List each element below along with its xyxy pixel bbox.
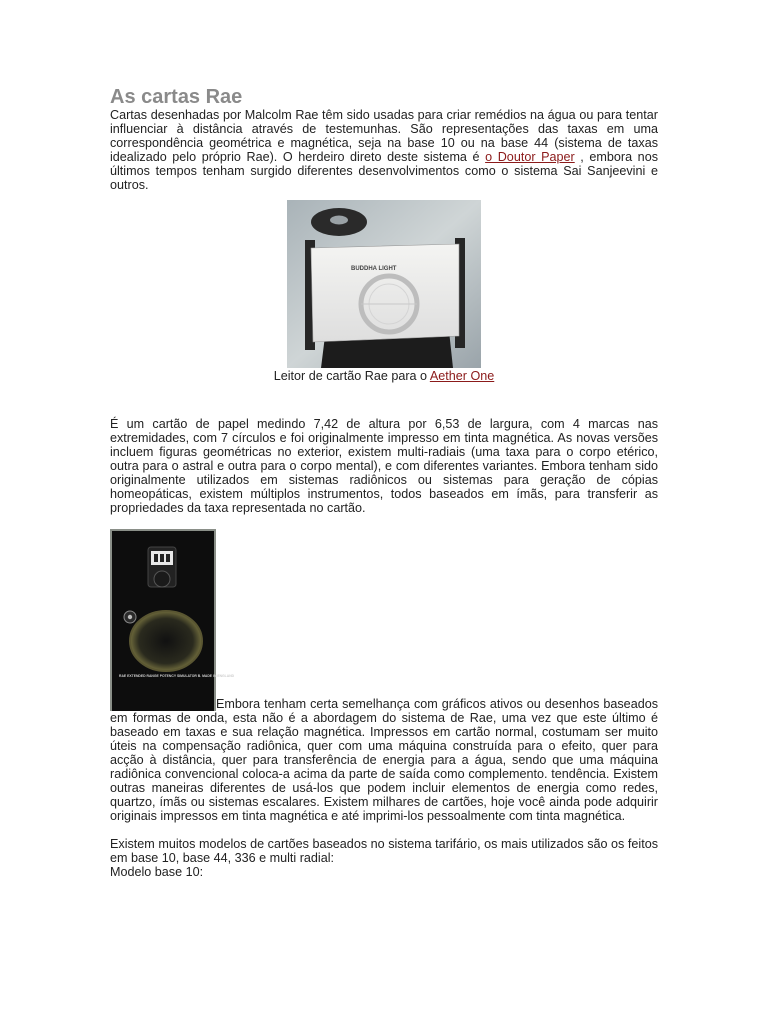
potency-simulator-section bbox=[110, 529, 658, 823]
card-reader-image bbox=[287, 200, 481, 368]
intro-text-end: , embora nos últimos tempos tenham surgido diferentes desenvolvimentos como o sistema Sai Sanjeevini e outros. bbox=[110, 150, 658, 192]
card-reader-photo bbox=[287, 200, 481, 368]
intro-paragraph bbox=[110, 108, 658, 192]
spacer bbox=[110, 823, 658, 837]
card-models-paragraph: Existem muitos modelos de cartões baseados no sistema tarifário, os mais utilizados são os feitos em base 10, base 44, 336 e multi radial: bbox=[110, 837, 658, 865]
potency-simulator-image bbox=[110, 529, 235, 711]
article bbox=[110, 86, 658, 879]
base-10-heading: Modelo base 10: bbox=[110, 865, 204, 879]
magnetic-usage-paragraph: Embora tenham certa semelhança com gráficos ativos ou desenhos baseados em formas de onda, esta não é a abordagem do sistema de Rae, uma vez que este último é baseado em taxas e sua relação magnética. Impressos em cartão normal, costumam ser muito úteis na compensação radiônica, quer com uma máquina construída para o efeito, quer para acção à distância, quer para transferência de energia para a água, sendo que uma máquina radiônica convencional coloca-a acima da parte de saída como complemento. tendência. Existem outras maneiras diferentes de usá-los que podem incluir elementos de energia como redes, quartzo, ímãs ou sistemas escalares. Existem milhares de cartões, hoje você ainda pode adquirir originais impressos em tinta magnética e até imprimi-los pessoalmente com tinta magnética. bbox=[110, 697, 658, 823]
simulator-label: RAE EXTENDED RANGE POTENCY SIMULATOR B. MADE IN ENGLAND bbox=[119, 674, 235, 678]
card-description-paragraph: É um cartão de papel medindo 7,42 de altura por 6,53 de largura, com 4 marcas nas extremidades, com 7 círculos e foi originalmente impresso em tinta magnética. As novas versões incluem figuras geométricas no exterior, existem multi-radiais (uma taxa para o corpo etérico, outra para o astral e outra para o corpo mental), e com diferentes variantes. Embora tenham sido originalmente utilizados em sistemas radiônicos ou sistemas para geração de cópias homeopáticas, existem múltiplos instrumentos, todos baseados em ímãs, para transferir as propriedades da taxa representada no cartão. bbox=[110, 417, 658, 515]
buddha-light-label: BUDDHA LIGHT bbox=[351, 266, 397, 272]
intro-text-start: Cartas desenhadas por Malcolm Rae têm sido usadas para criar remédios na água ou para tentar influenciar à distância através de testemunhas. São representações das taxas em uma correspondência geométrica e magnética, seja na base 10 ou na base 44 (sistema de taxas idealizado pelo próprio Rae). O herdeiro direto deste sistema é bbox=[110, 108, 658, 164]
page-title: As cartas Rae bbox=[110, 86, 243, 108]
card-reader-caption bbox=[110, 369, 658, 383]
spacer bbox=[110, 383, 658, 417]
doutor-paper-link[interactable]: o Doutor Paper bbox=[485, 150, 575, 164]
potency-simulator-photo bbox=[110, 529, 235, 711]
caption-text: Leitor de cartão Rae para o bbox=[273, 369, 430, 383]
aether-one-link[interactable]: Aether One bbox=[429, 369, 495, 383]
